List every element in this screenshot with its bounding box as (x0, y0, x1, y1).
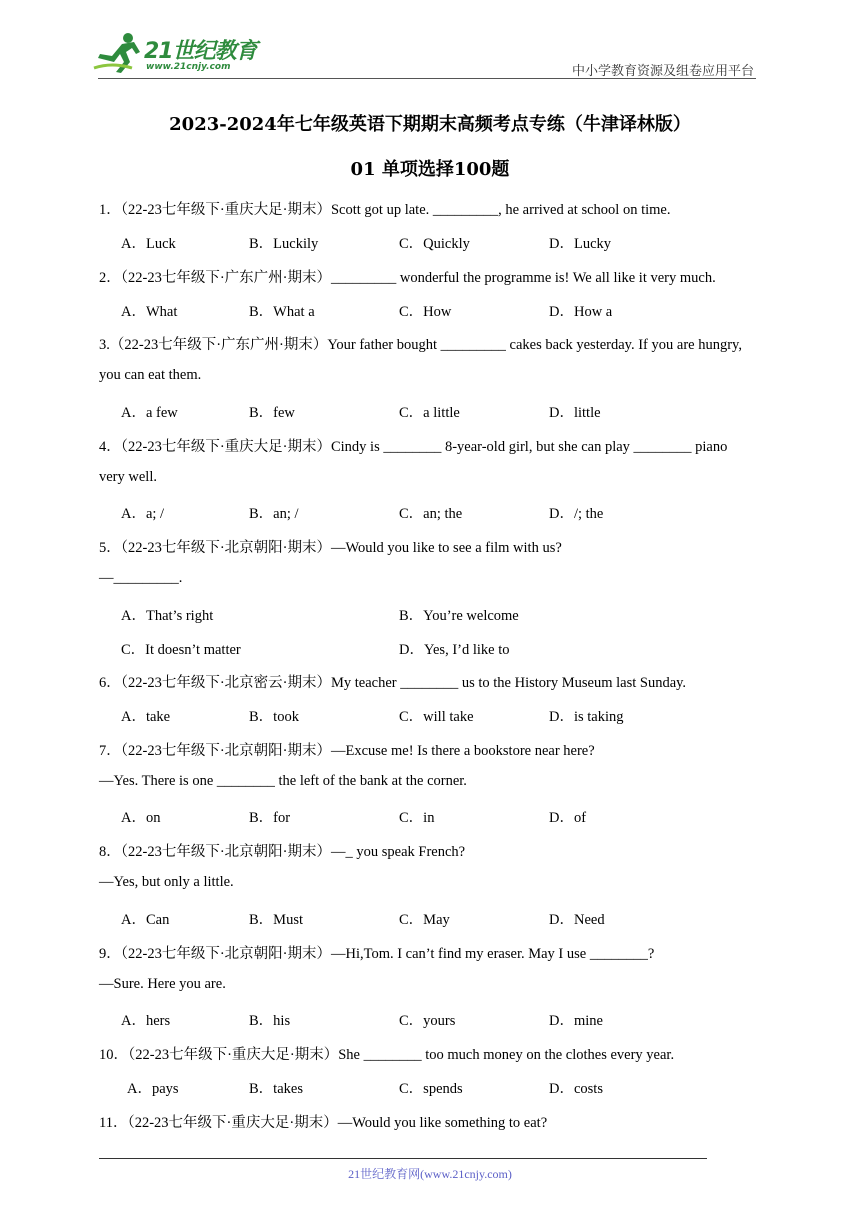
question-3-stem: 3.（22-23七年级下·广东广州·期末）Your father bought _________ cakes back yesterday. If you are hungry, (99, 337, 742, 353)
question-4-option-c: C．an; the (399, 506, 463, 522)
question-1-option-d: D．Lucky (549, 236, 612, 252)
document-subtitle: 01 单项选择100题 (350, 159, 510, 180)
runner-logo-icon (92, 32, 142, 74)
logo-url: www.21cnjy.com (146, 62, 231, 72)
question-3-option-b: B．few (249, 405, 295, 421)
question-6-option-a: A．take (121, 709, 171, 725)
question-4-option-a: A．a; / (121, 506, 165, 522)
question-8-stem: 8．（22-23七年级下·北京朝阳·期末）—_ you speak French? (99, 844, 466, 860)
question-7-option-b: B．for (249, 810, 291, 826)
question-5-stem: 5．（22-23七年级下·北京朝阳·期末）—Would you like to see a film with us? (99, 540, 562, 556)
question-9-option-c: C．yours (399, 1013, 456, 1029)
question-4-option-b: B．an; / (249, 506, 299, 522)
logo (92, 32, 262, 78)
question-6-option-d: D．is taking (549, 709, 624, 725)
question-9-stem-line2: —Sure. Here you are. (99, 976, 226, 992)
question-5-stem-line2: —_________. (99, 570, 183, 586)
question-3-option-d: D．little (549, 405, 601, 421)
question-10-stem: 10．（22-23七年级下·重庆大足·期末）She ________ too much money on the clothes every year. (99, 1047, 675, 1063)
question-1-option-a: A．Luck (121, 236, 176, 252)
question-10-option-b: B．takes (249, 1081, 303, 1097)
question-8-stem-line2: —Yes, but only a little. (99, 874, 234, 890)
question-9-option-d: D．mine (549, 1013, 603, 1029)
question-8-option-a: A．Can (121, 912, 170, 928)
question-9-stem: 9．（22-23七年级下·北京朝阳·期末）—Hi,Tom. I can’t find my eraser. May I use ________? (99, 946, 655, 962)
question-4-stem-line2: very well. (99, 469, 157, 485)
question-8-option-d: D．Need (549, 912, 605, 928)
question-4-stem: 4．（22-23七年级下·重庆大足·期末）Cindy is ________ 8-year-old girl, but she can play ________ piano (99, 439, 728, 455)
question-2-option-b: B．What a (249, 304, 315, 320)
question-10-option-a: A．pays (127, 1081, 179, 1097)
question-5-option-d: D．Yes, I’d like to (399, 642, 510, 658)
question-3-option-a: A．a few (121, 405, 178, 421)
question-11-stem: 11．（22-23七年级下·重庆大足·期末）—Would you like something to eat? (99, 1115, 548, 1131)
document-title: 2023-2024年七年级英语下期期末高频考点专练（牛津译林版） (169, 114, 691, 135)
question-5-option-b: B．You’re welcome (399, 608, 519, 624)
logo-text: 21世纪教育 (144, 39, 257, 64)
question-7-stem-line2: —Yes. There is one ________ the left of the bank at the corner. (99, 773, 467, 789)
question-5-option-c: C．It doesn’t matter (121, 642, 241, 658)
question-3-option-c: C．a little (399, 405, 460, 421)
question-1-stem: 1．（22-23七年级下·重庆大足·期末）Scott got up late. _________, he arrived at school on time. (99, 202, 671, 218)
question-1-option-b: B．Luckily (249, 236, 319, 252)
question-5-option-a: A．That’s right (121, 608, 214, 624)
footer-text: 21世纪教育网(www.21cnjy.com) (348, 1167, 512, 1181)
question-2-option-a: A．What (121, 304, 178, 320)
question-6-option-b: B．took (249, 709, 299, 725)
question-7-option-d: D．of (549, 810, 587, 826)
question-8-option-c: C．May (399, 912, 450, 928)
question-9-option-b: B．his (249, 1013, 291, 1029)
question-2-option-d: D．How a (549, 304, 613, 320)
question-10-option-c: C．spends (399, 1081, 463, 1097)
question-7-stem: 7．（22-23七年级下·北京朝阳·期末）—Excuse me! Is there a bookstore near here? (99, 743, 595, 759)
question-6-option-c: C．will take (399, 709, 474, 725)
question-2-stem: 2．（22-23七年级下·广东广州·期末）_________ wonderful the programme is! We all like it very much. (99, 270, 716, 286)
question-1-option-c: C．Quickly (399, 236, 470, 252)
question-7-option-c: C．in (399, 810, 435, 826)
question-3-stem-line2: you can eat them. (99, 367, 202, 383)
question-2-option-c: C．How (399, 304, 452, 320)
question-9-option-a: A．hers (121, 1013, 171, 1029)
platform-label: 中小学教育资源及组卷应用平台 (571, 64, 754, 79)
question-7-option-a: A．on (121, 810, 161, 826)
question-8-option-b: B．Must (249, 912, 303, 928)
question-4-option-d: D．/; the (549, 506, 604, 522)
header-divider (98, 78, 756, 79)
footer-divider (99, 1158, 707, 1159)
question-6-stem: 6．（22-23七年级下·北京密云·期末）My teacher ________ us to the History Museum last Sunday. (99, 675, 687, 691)
page-header (0, 0, 860, 80)
question-10-option-d: D．costs (549, 1081, 603, 1097)
